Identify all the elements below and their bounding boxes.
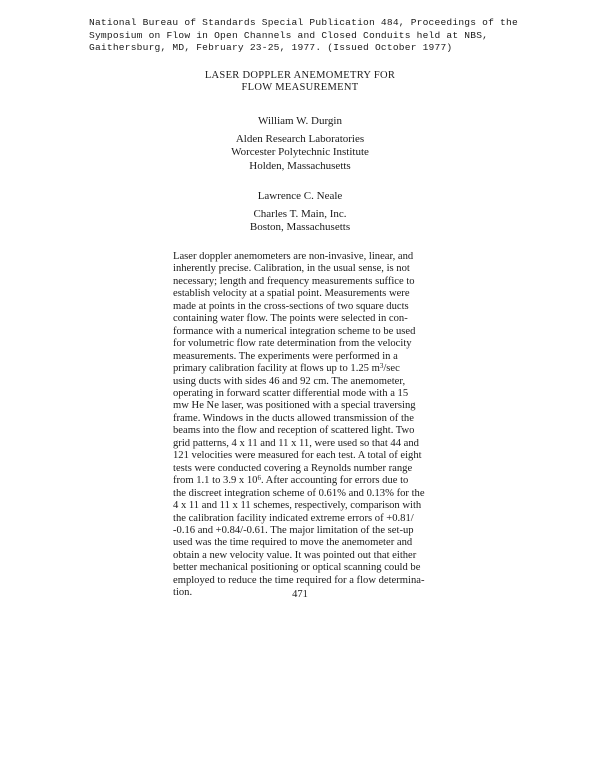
abstract-line	[173, 475, 503, 487]
author-affiliation-line: Worcester Polytechnic Institute	[231, 146, 369, 158]
superscript: 3	[379, 362, 384, 371]
title-line: FLOW MEASUREMENT	[241, 82, 359, 93]
abstract-line: formance with a numerical integration scheme to be used	[173, 325, 416, 337]
abstract-line: establish velocity at a spatial point. Measurements were	[173, 288, 410, 300]
abstract	[173, 251, 503, 600]
abstract-line: for volumetric flow rate determination from the velocity	[173, 338, 412, 350]
abstract-line: inherently precise. Calibration, in the usual sense, is not	[173, 263, 410, 275]
author-block-1	[0, 115, 600, 173]
paper-title	[0, 70, 600, 94]
header-line: Symposium on Flow in Open Channels and Closed Conduits held at NBS,	[89, 29, 489, 41]
author-block-2	[0, 190, 600, 235]
abstract-line: used was the time required to move the anemometer and	[173, 537, 413, 549]
abstract-line: beams into the flow and reception of scattered light. Two	[173, 425, 415, 437]
publication-header	[89, 17, 529, 55]
abstract-line: using ducts with sides 46 and 92 cm. The anemometer,	[173, 375, 406, 387]
abstract-line: the calibration facility indicated extreme errors of +0.81/	[173, 512, 414, 524]
header-line: Gaithersburg, MD, February 23-25, 1977. (Issued October 1977)	[89, 42, 453, 53]
header-line: National Bureau of Standards Special Publication 484, Proceedings of the	[89, 17, 518, 28]
title-line: LASER DOPPLER ANEMOMETRY FOR	[204, 70, 396, 81]
abstract-line: Laser doppler anemometers are non-invasive, linear, and	[173, 251, 414, 262]
abstract-line	[173, 363, 503, 375]
abstract-line: -0.16 and +0.84/-0.61. The major limitation of the set-up	[173, 524, 414, 536]
abstract-line: tion.	[173, 587, 193, 599]
text-run: /sec	[383, 363, 400, 375]
abstract-line: made at points in the cross-sections of two square ducts	[173, 300, 409, 312]
abstract-line: 121 velocities were measured for each test. A total of eight	[173, 450, 422, 462]
abstract-line: the discreet integration scheme of 0.61% and 0.13% for the	[173, 487, 425, 499]
author-affiliation-line: Alden Research Laboratories	[235, 132, 365, 145]
abstract-line: tests were conducted covering a Reynolds number range	[173, 462, 413, 474]
author-affiliation-line: Charles T. Main, Inc.	[253, 207, 347, 220]
text-run: primary calibration facility at flows up to 1.25 m	[173, 363, 380, 375]
author-affiliation-line: Holden, Massachusetts	[249, 159, 351, 172]
abstract-line: necessary; length and frequency measurements suffice to	[173, 275, 415, 287]
abstract-line: operating in forward scatter differential mode with a 15	[173, 387, 409, 399]
abstract-line: frame. Windows in the ducts allowed transmission of the	[173, 412, 414, 424]
author-name: William W. Durgin	[258, 115, 342, 127]
author-affiliation-line: Boston, Massachusetts	[249, 221, 351, 233]
abstract-line: containing water flow. The points were selected in con-	[173, 313, 408, 325]
abstract-line: obtain a new velocity value. It was pointed out that either	[173, 549, 417, 561]
superscript: 6	[257, 474, 261, 483]
text-run: . After accounting for errors due to	[260, 475, 409, 487]
page-number: 471	[292, 589, 308, 600]
abstract-line: grid patterns, 4 x 11 and 11 x 11, were used so that 44 and	[173, 437, 419, 449]
author-name: Lawrence C. Neale	[257, 190, 343, 202]
abstract-line: employed to reduce the time required for a flow determina-	[173, 574, 425, 586]
abstract-line: 4 x 11 and 11 x 11 schemes, respectively, comparison with	[173, 500, 422, 512]
abstract-line: measurements. The experiments were performed in a	[173, 350, 398, 362]
text-run: from 1.1 to 3.9 x 10	[173, 475, 258, 487]
abstract-line: mw He Ne laser, was positioned with a special traversing	[173, 400, 416, 412]
abstract-line: better mechanical positioning or optical scanning could be	[173, 562, 421, 574]
